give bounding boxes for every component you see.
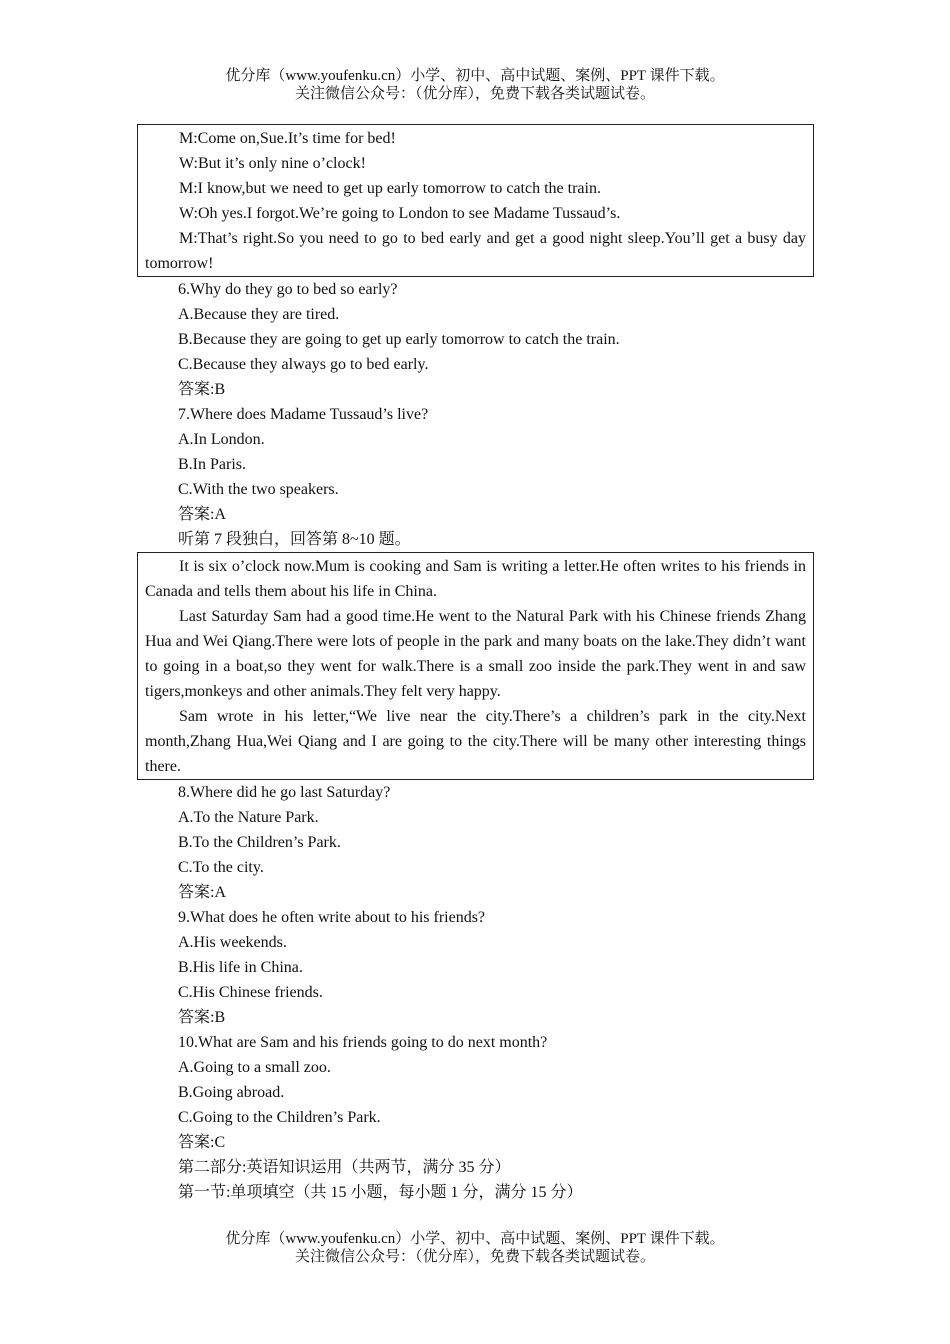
option-line: C.His Chinese friends.	[178, 984, 323, 1001]
dialogue-line: W:But it’s only nine o’clock!	[179, 155, 366, 172]
question-7: 7.Where does Madame Tussaud’s live?	[178, 406, 429, 423]
dialogue-transcript-box	[137, 124, 814, 277]
document-body	[137, 124, 814, 1205]
question-6: 6.Why do they go to bed so early?	[178, 281, 398, 298]
option-line: A.Because they are tired.	[178, 306, 340, 323]
option-line: C.Going to the Children’s Park.	[178, 1109, 381, 1126]
option-line: B.In Paris.	[178, 456, 246, 473]
dialogue-line: M:Come on,Sue.It’s time for bed!	[179, 130, 396, 147]
option-line: C.Because they always go to bed early.	[178, 356, 429, 373]
monologue-paragraph: It is six o’clock now.Mum is cooking and Sam is writing a letter.He often writes to his friends in Canada and tells them about his life in China.	[145, 558, 806, 600]
option-line: B.To the Children’s Park.	[178, 834, 341, 851]
option-line: B.His life in China.	[178, 959, 303, 976]
section-one-heading: 第一节:单项填空（共 15 小题，每小题 1 分，满分 15 分）	[178, 1184, 583, 1201]
option-line: A.To the Nature Park.	[178, 809, 319, 826]
monologue-paragraph: Last Saturday Sam had a good time.He went to the Natural Park with his Chinese friends Zhang Hua and Wei Qiang.There were lots of people in the park and many boats on the lake.They didn’t want to going in a boat,so they went for walk.There is a small zoo inside the park.They went in and saw tigers,monkeys and other animals.They felt very happy.	[145, 608, 806, 700]
dialogue-line: M:I know,but we need to get up early tomorrow to catch the train.	[179, 180, 601, 197]
option-line: C.With the two speakers.	[178, 481, 339, 498]
answer-line: 答案:A	[178, 506, 227, 523]
dialogue-line: M:That’s right.So you need to go to bed early and get a good night sleep.You’ll get a busy day tomorrow!	[145, 230, 806, 272]
header-line-1: 优分库（www.youfenku.cn）小学、初中、高中试题、案例、PPT 课件下载。	[225, 68, 725, 84]
option-line: B.Going abroad.	[178, 1084, 285, 1101]
header-line-2: 关注微信公众号：（优分库），免费下载各类试题试卷。	[294, 86, 655, 102]
answer-line: 答案:B	[178, 381, 226, 398]
questions-8-10	[137, 780, 814, 1205]
option-line: A.Going to a small zoo.	[178, 1059, 331, 1076]
monologue-transcript-box	[137, 552, 814, 780]
answer-line: 答案:A	[178, 884, 227, 901]
option-line: C.To the city.	[178, 859, 264, 876]
monologue-paragraph: Sam wrote in his letter,“We live near the city.There’s a children’s park in the city.Next month,Zhang Hua,Wei Qiang and I are going to the city.There will be many other interesting things there.	[145, 708, 806, 775]
questions-6-7	[137, 277, 814, 552]
option-line: A.In London.	[178, 431, 265, 448]
page-header	[0, 67, 950, 103]
answer-line: 答案:B	[178, 1009, 226, 1026]
footer-line-1: 优分库（www.youfenku.cn）小学、初中、高中试题、案例、PPT 课件下载。	[225, 1231, 725, 1247]
dialogue-line: W:Oh yes.I forgot.We’re going to London to see Madame Tussaud’s.	[179, 205, 621, 222]
page-footer	[0, 1230, 950, 1266]
question-9: 9.What does he often write about to his friends?	[178, 909, 486, 926]
question-8: 8.Where did he go last Saturday?	[178, 784, 391, 801]
option-line: B.Because they are going to get up early tomorrow to catch the train.	[178, 331, 620, 348]
answer-line: 答案:C	[178, 1134, 226, 1151]
monologue-instruction: 听第 7 段独白，回答第 8~10 题。	[178, 531, 411, 548]
question-10: 10.What are Sam and his friends going to do next month?	[178, 1034, 548, 1051]
footer-line-2: 关注微信公众号：（优分库），免费下载各类试题试卷。	[294, 1249, 655, 1265]
part-two-heading: 第二部分:英语知识运用（共两节，满分 35 分）	[178, 1159, 511, 1176]
option-line: A.His weekends.	[178, 934, 287, 951]
